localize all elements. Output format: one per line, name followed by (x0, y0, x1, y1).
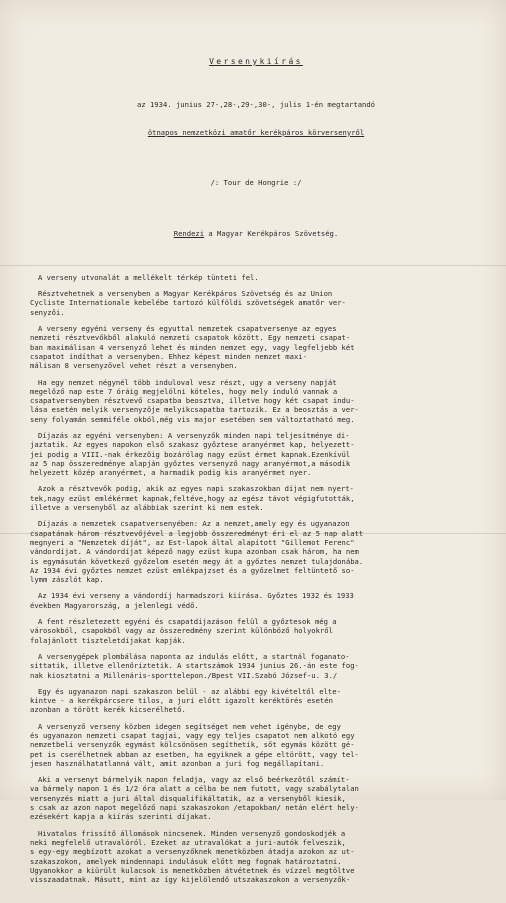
paragraph-line: seny folyamán semmiféle okból,még vis major esetében sem változtatható meg. (30, 414, 355, 424)
paragraph-line: csapatversenyben résztvevő csapatba beosztva, illetve hogy két csapat indu- (30, 396, 355, 406)
paragraph-line: azonban a törött kerék kicserélhető. (30, 705, 186, 715)
paragraph-line: nemzeti résztvevőkből alakuló nemzeti csapatok között. Egy nemzeti csapat- (30, 333, 351, 343)
paragraph-line: szakaszokon, amelyek mindennapi indulásuk előtt meg fognak határoztatni. (30, 856, 342, 866)
paragraph-egyeni (30, 324, 482, 370)
paragraph-resztvehetnek (30, 289, 482, 317)
paragraph-line: helyezett közép aranyérmet, a harmadik podig kis aranyérmet nyer. (30, 468, 312, 478)
paragraph-line: megelőző nap este 7 óráig megjelölni köteles, hogy mely induló vannak a (30, 386, 338, 396)
intro-line-4 (30, 229, 482, 238)
intro-line-1 (30, 100, 482, 109)
paragraph-line: senyzői. (30, 307, 65, 317)
paragraph-line: megnyeri a "Nemzetek díját", az Est-lapok által alapított "Gillemot Ferenc" (30, 537, 355, 547)
paragraph-line: Az 1934 évi verseny a vándordíj harmadszori kiírása. Győztes 1932 és 1933 (38, 591, 354, 601)
intro-organizer-label: Rendezi (173, 228, 205, 238)
paragraph-line: Ugyanokkor a kiürült kulacsok is menetközben átvétetnek és vízzel megtöltve (30, 865, 355, 875)
paragraph-line: A verseny egyéni verseny és egyuttal nemzetek csapatversenye az egyes (38, 324, 337, 334)
paragraph-segitseget (30, 722, 482, 768)
paragraph-frissito (30, 829, 482, 885)
paragraph-line: csapatot indíthat a versenyben. Ehhez képest minden nemzet maxi- (30, 351, 307, 361)
paragraph-line: kintve - a kerékpárcsere tilos, a juri előtt igazolt keréktörés esetén (30, 696, 333, 706)
paragraph-line: Az 1934 évi győztes nemzet ezüst emlékpajzset és a győzelmet feltüntető so- (30, 565, 355, 575)
paragraph-line: években Magyarország, a jelenlegi védő. (30, 600, 199, 610)
paragraph-line: az 5 nap összeredménye alapján győztes versenyző nagy aranyérmot,a második (30, 458, 351, 468)
intro-organizer-name: a Magyar Kerékpáros Szövetség. (204, 228, 339, 238)
document-title: Versenykiírás (209, 56, 303, 66)
paragraph-line: Cycliste Internationale kebelébe tartozó külföldi szövetségek amatőr ver- (30, 298, 346, 308)
paragraph-line: Ha egy nemzet négynél több induloval vesz részt, ugy a verseny napját (38, 377, 337, 387)
paragraph-line: s egy-egy megbízott azokat a versenyzőknek menetközben átadja azokon az ut- (30, 847, 355, 857)
paragraph-line: nak kiosztatni a Millenáris-sporttelepon./Bpest VII.Szabó József-u. 3./ (30, 670, 338, 680)
paragraph-line: ezésekért kapja a kiírás szerinti díjakat. (30, 812, 212, 822)
paragraph-reszletezett (30, 617, 482, 645)
paragraph-line: A versenyző verseny közben idegen segítséget nem vehet igénybe, de egy (38, 721, 341, 731)
paragraph-szakaszon (30, 687, 482, 715)
paragraph-line: jaztatik. Az egyes napokon első szakasz győztese aranyérmet kap, helyezett- (30, 440, 355, 450)
paragraph-line: Aki a versenyt bármelyik napon feladja, vagy az első beérkezőtől számít- (38, 775, 350, 785)
paragraph-line: Díjazás a nemzetek csapatversenyében: Az a nemzet,amely egy és ugyanazon (38, 519, 350, 529)
paragraph-azok (30, 484, 482, 512)
paragraph-line: Egy és ugyanazon napi szakaszon belül - az alábbi egy kivételtől elte- (38, 686, 341, 696)
paragraph-line: va bármely napon 1 és 1/2 óra alatt a célba be nem futott, vagy szabálytalan (30, 784, 359, 794)
paragraph-line: nemzetbeli versenyzők egymást kölcsönösen segíthetik, sőt egymás között gé- (30, 740, 355, 750)
paragraph-line: tek,nagy ezüst emlékérmet kapnak,feltéve,hogy az egész távot végigfutották, (30, 493, 355, 503)
paragraph-line: jei podig a VIII.-nak érkezőig bozárólag nagy ezüst érmet kapnak.Ezenkívül (30, 449, 351, 459)
paragraph-line: visszaadatnak. Másutt, mint az így kijelölendő utszakaszokon a versenyzők- (30, 875, 351, 885)
paragraph-line: folajánlott tiszteletdíjakat kapják. (30, 635, 186, 645)
paragraph-list (30, 266, 482, 885)
paragraph-line: Hivatalos frissítő állomások nincsenek. Minden versenyző gondoskodjék a (38, 828, 346, 838)
paragraph-nemzetek (30, 519, 482, 584)
paragraph-line: városokból, csapokból vagy az összeredmény szerint különböző holyokről (30, 626, 333, 636)
paragraph-line: pet is cserélhetnek abban az esetben, ha egyiknek a gépe eltörött, vagy tel- (30, 749, 359, 759)
intro-line-1-text: az 1934. junius 27-,28-,29-,30-, julis 1-én megtartandó (137, 99, 375, 109)
paragraph-line: A versenygépek plombálása naponta az indulás előtt, a startnál foganato- (38, 651, 350, 661)
paragraph-line: málisan 8 versenyzővel vehet részt a versenyben. (30, 361, 238, 371)
paragraph-line: neki megfelelő utravalóról. Ezeket az utravalókat a juri-autók felveszik, (30, 837, 346, 847)
intro-line-2: ötnapos nemzetközi amatőr kerékpáros körversenyről (147, 127, 365, 137)
paragraph-line: Díjazás az egyéni versenyben: A versenyzők minden napi teljesítménye di- (38, 430, 350, 440)
paragraph-line: és ugyanazon nemzeti csapat tagjai, vagy egy teljes csapatot nem alkotó egy (30, 731, 355, 740)
paragraph-line: jesen használhatatlanná vált, amit azonban a juri fog megállapítani. (30, 758, 325, 768)
paragraph-line: lása esetén melyik versenyzője melyikcsapatba tartozik. Ez a beosztás a ver- (30, 405, 359, 415)
paragraph-line: csapatának három résztvevőjével a legjobb összeredményt éri el az 5 nap alatt (30, 528, 364, 538)
paragraph-plombalas (30, 652, 482, 680)
paragraph-line: s csak az azon napot megelőző napi szakaszokon /etapokban/ netán elért hely- (30, 803, 359, 813)
paragraph-feladja (30, 775, 482, 821)
paragraph-line: Azok a résztvevők podig, akik az egyes napi szakaszokban díjat nem nyert- (38, 484, 354, 494)
paragraph-line: is egymásután következő győzelom esetén megy át a győztes nemzet tulajdonába. (30, 556, 364, 566)
paragraph-dijazas (30, 431, 482, 477)
paragraph-utvonal (30, 273, 482, 282)
paragraph-line: Résztvehetnek a versenyben a Magyar Kerékpáros Szövetség és az Union (38, 289, 333, 299)
paragraph-line: versenyzés miatt a juri által disqualifikáltatik, az a versenyből kiesik, (30, 793, 346, 803)
paragraph-line: illetve a versenyből az alábbiak szerint ki nem estek. (30, 503, 264, 513)
intro-line-3: /: Tour de Hongrie :/ (210, 178, 302, 188)
paragraph-negynel (30, 378, 482, 424)
paragraph-line: A fent részletezett egyéni és csapatdíjazáson felül a győztesok még a (38, 617, 337, 627)
paragraph-line: ban maximálisan 4 versenyző lehet és minden nemzet egy, vagy legfeljebb két (30, 342, 355, 352)
paragraph-harmadszori (30, 591, 482, 610)
document-body (30, 38, 482, 903)
paragraph-line: sittatik, illetve ellenőriztetik. A startszámok 1934 junius 26.-án este fog- (30, 661, 359, 671)
paragraph-line: vándordíjat. A vándordíjat képező nagy ezüst kupa azonban csak három, ha nem (30, 547, 359, 557)
paragraph-line: lymm zászlót kap. (30, 575, 104, 585)
paragraph-line: A verseny utvonalát a mellékelt térkép tünteti fel. (38, 272, 259, 282)
